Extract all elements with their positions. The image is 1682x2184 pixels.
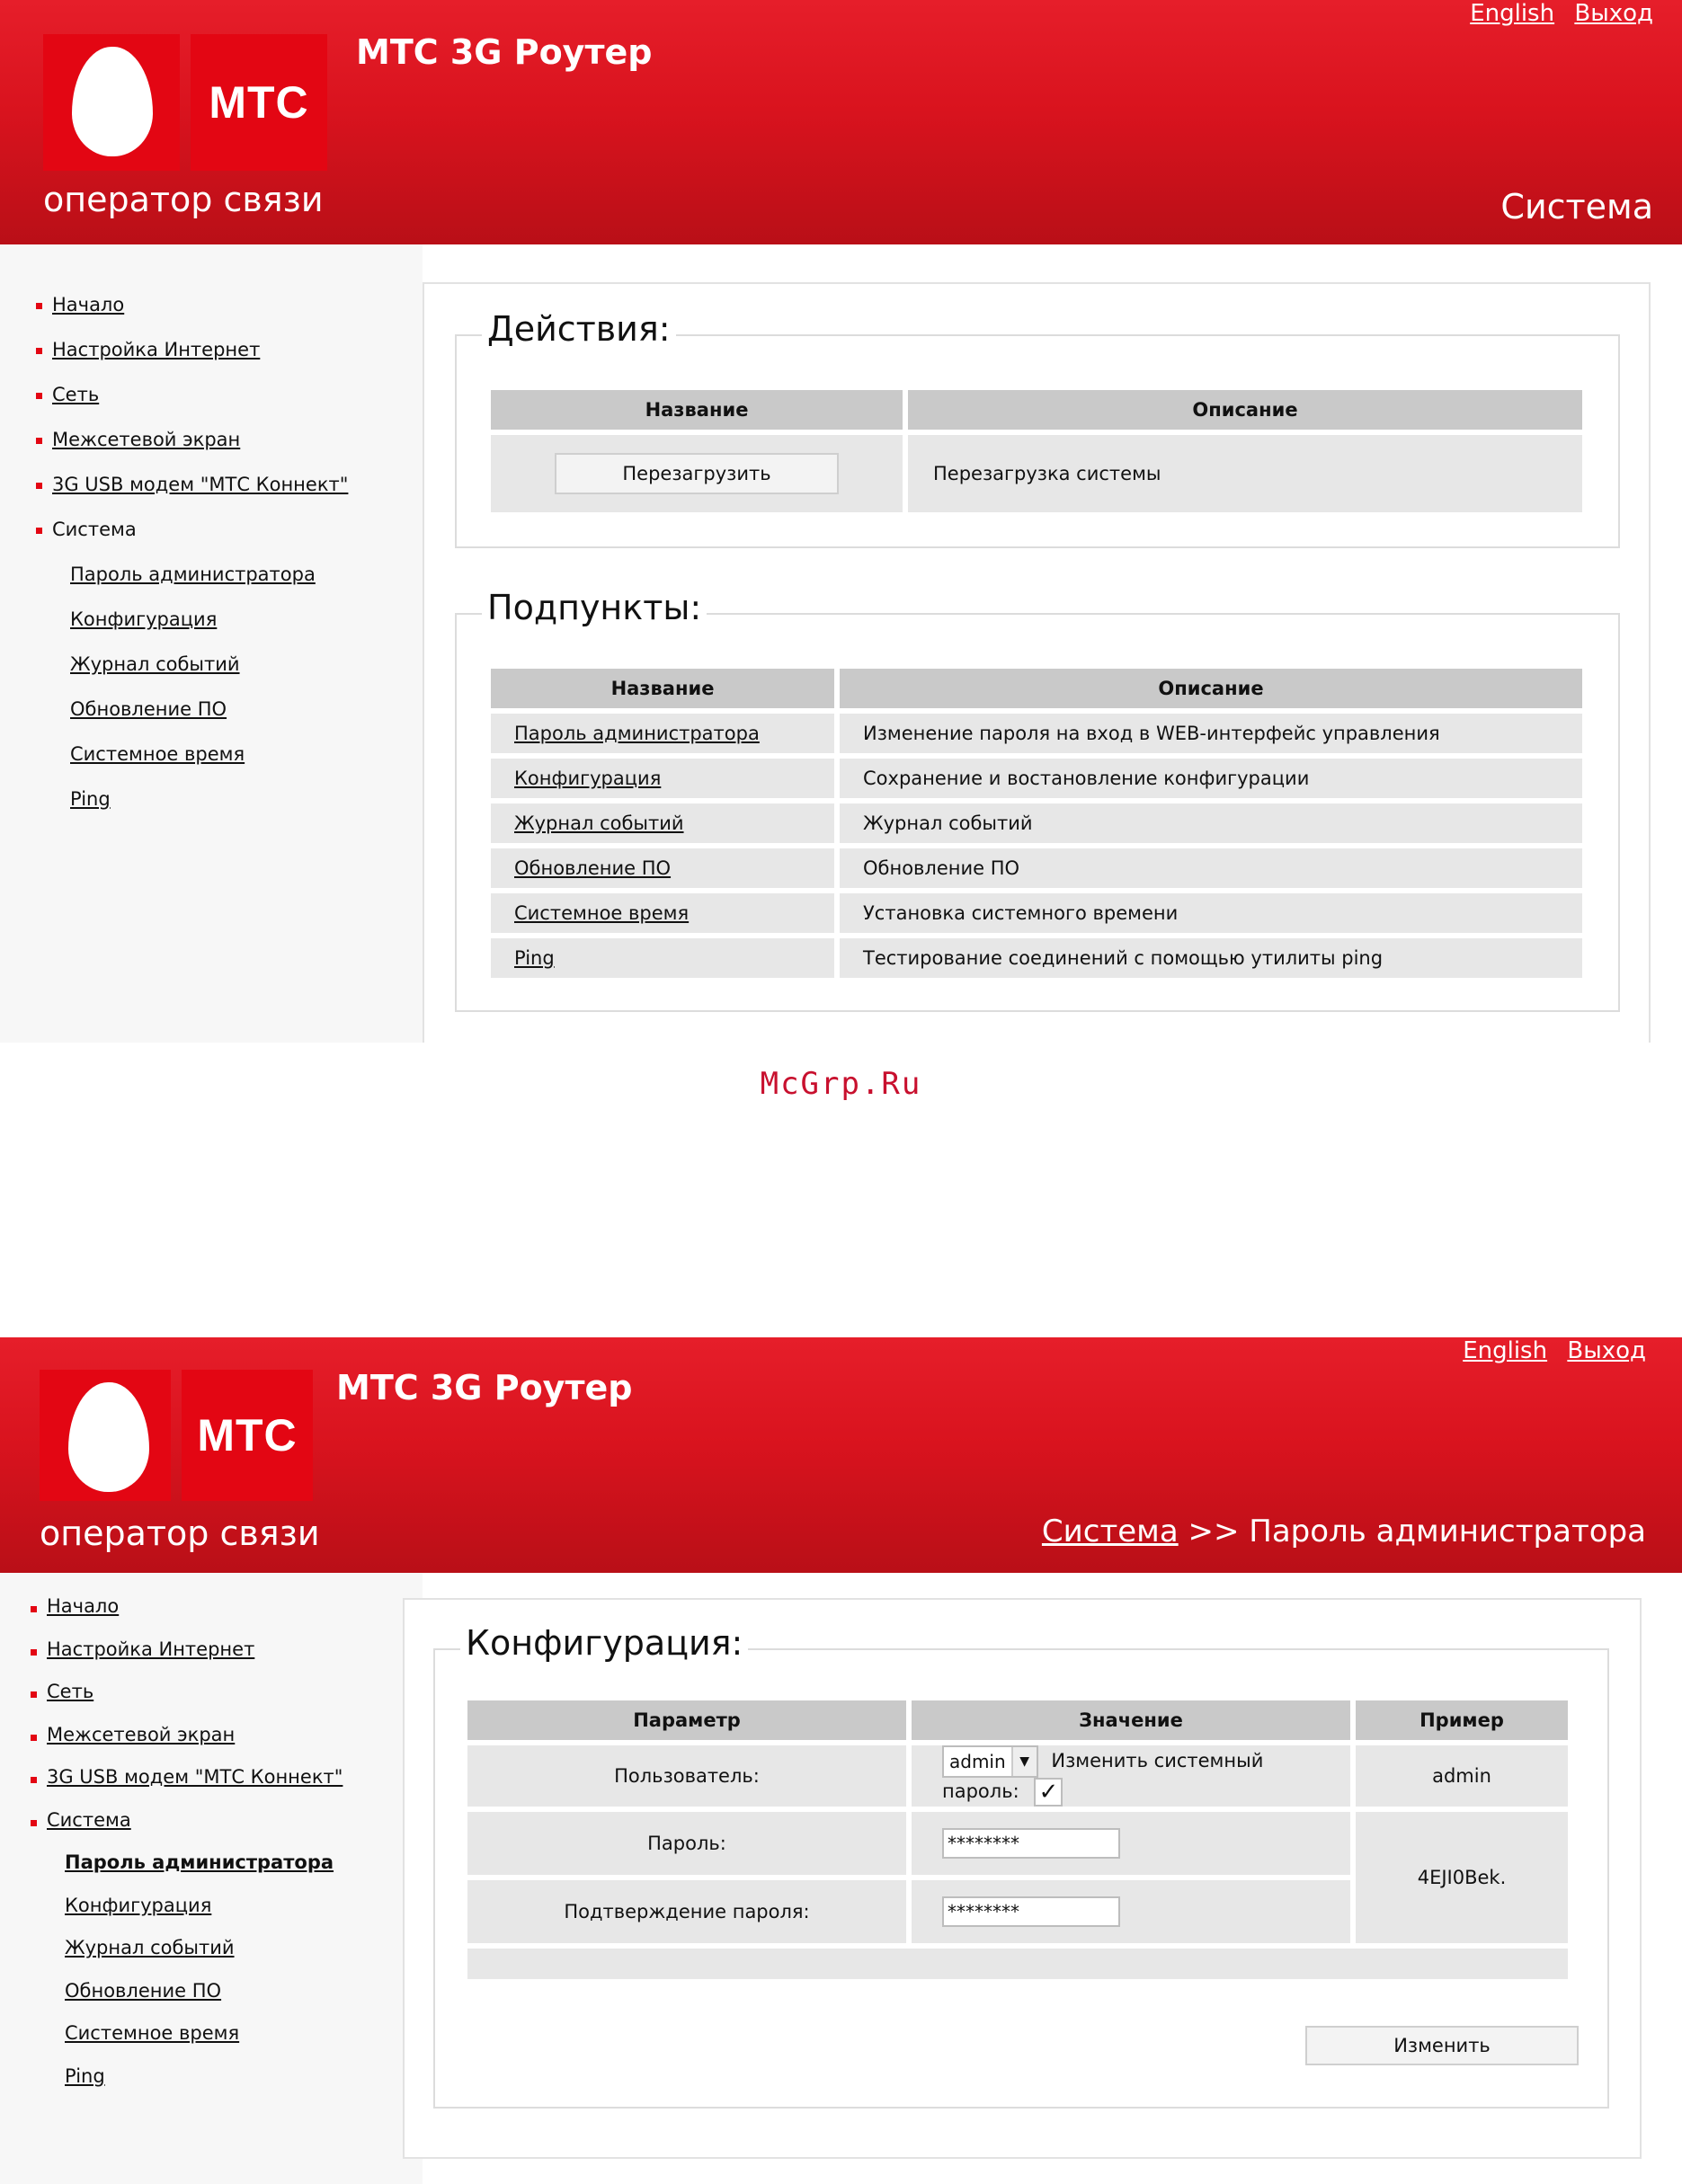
sidebar-subitem-system-time[interactable]: Системное время [65, 2022, 240, 2044]
sidebar-item-internet[interactable]: Настройка Интернет [27, 1629, 343, 1672]
password-table [462, 1695, 1573, 1984]
sidebar-item-home[interactable]: Начало [32, 282, 348, 327]
screenshot-admin-password [0, 1337, 1682, 2184]
english-link[interactable]: English [1463, 1337, 1548, 1364]
actions-table [485, 385, 1588, 518]
confirm-password-label: Подтверждение пароля: [467, 1880, 906, 1943]
change-system-password-label: Изменить системный пароль: [942, 1750, 1264, 1802]
header [0, 1337, 1682, 1573]
subpoint-link-ping[interactable]: Ping [514, 947, 555, 969]
sidebar [0, 244, 423, 1043]
subpoint-link-admin-password[interactable]: Пароль администратора [514, 723, 760, 744]
subpoint-desc: Обновление ПО [840, 848, 1582, 888]
breadcrumb-separator: >> [1188, 1514, 1240, 1549]
table-row [491, 435, 1582, 512]
table-row [491, 848, 1582, 888]
table-header-row [491, 390, 1582, 430]
col-param-header: Параметр [467, 1700, 906, 1740]
mts-logo [43, 34, 331, 171]
table-row [491, 759, 1582, 798]
subpoint-desc: Установка системного времени [840, 893, 1582, 933]
header [0, 0, 1682, 244]
table-row [467, 1745, 1568, 1807]
subpoints-fieldset [455, 588, 1620, 1012]
tagline: оператор связи [40, 1514, 320, 1553]
breadcrumb [1042, 1514, 1646, 1549]
col-name-header: Название [491, 390, 903, 430]
subpoint-link-event-log[interactable]: Журнал событий [514, 812, 684, 834]
sidebar-item-network[interactable]: Сеть [32, 372, 348, 417]
subpoint-desc: Сохранение и востановление конфигурации [840, 759, 1582, 798]
sidebar-nav [32, 282, 348, 821]
sidebar-subitem-event-log[interactable]: Журнал событий [70, 653, 240, 675]
watermark: McGrp.Ru [760, 1066, 922, 1102]
table-row [491, 803, 1582, 843]
subpoints-legend: Подпункты: [482, 588, 707, 627]
sidebar-nav [27, 1585, 343, 2098]
screenshot-system [0, 0, 1682, 1043]
logo-word: МТС [182, 1370, 313, 1501]
sidebar-item-system[interactable]: Система [27, 1799, 343, 1842]
subpoints-table [485, 663, 1588, 983]
subpoint-desc: Журнал событий [840, 803, 1582, 843]
password-example: 4EJI0Bek. [1356, 1812, 1568, 1943]
sidebar-subitem-configuration[interactable]: Конфигурация [65, 1894, 212, 1916]
actions-fieldset [455, 309, 1620, 548]
top-links [1457, 0, 1653, 27]
logout-link[interactable]: Выход [1574, 0, 1653, 27]
password-input[interactable]: ******** [942, 1828, 1120, 1859]
top-links [1450, 1337, 1646, 1364]
sidebar-item-system[interactable]: Система [32, 507, 348, 552]
col-name-header: Название [491, 669, 834, 708]
sidebar-subitem-event-log[interactable]: Журнал событий [65, 1937, 235, 1958]
password-label: Пароль: [467, 1812, 906, 1875]
english-link[interactable]: English [1470, 0, 1555, 27]
change-button[interactable]: Изменить [1305, 2026, 1579, 2065]
sidebar-subitem-ping[interactable]: Ping [65, 2064, 105, 2087]
egg-icon [68, 1382, 149, 1492]
reboot-button[interactable]: Перезагрузить [555, 453, 839, 494]
subpoint-link-system-time[interactable]: Системное время [514, 902, 690, 924]
subpoint-link-firmware[interactable]: Обновление ПО [514, 857, 672, 879]
sidebar-item-network[interactable]: Сеть [27, 1671, 343, 1714]
app-title: МТС 3G Роутер [356, 32, 653, 72]
sidebar-subitem-admin-password[interactable]: Пароль администратора [65, 1851, 334, 1873]
breadcrumb-system-link[interactable]: Система [1041, 1514, 1179, 1549]
subpoint-desc: Изменение пароля на вход в WEB-интерфейс управления [840, 714, 1582, 753]
col-example-header: Пример [1356, 1700, 1568, 1740]
table-header-row [491, 669, 1582, 708]
col-value-header: Значение [912, 1700, 1350, 1740]
sidebar-item-firewall[interactable]: Межсетевой экран [27, 1714, 343, 1757]
chevron-down-icon: ▼ [1011, 1747, 1037, 1776]
table-row [491, 938, 1582, 978]
logo-word: МТС [191, 34, 327, 171]
change-system-password-checkbox[interactable] [1034, 1778, 1063, 1807]
actions-legend: Действия: [482, 309, 676, 349]
col-desc-header: Описание [908, 390, 1582, 430]
page-title: Система [1500, 187, 1653, 226]
sidebar-subitem-firmware[interactable]: Обновление ПО [65, 1979, 222, 2002]
egg-icon [72, 47, 153, 156]
configuration-legend: Конфигурация: [460, 1623, 748, 1663]
table-row [491, 893, 1582, 933]
subpoint-link-configuration[interactable]: Конфигурация [514, 768, 662, 789]
sidebar [0, 1573, 423, 2184]
sidebar-item-modem[interactable]: 3G USB модем "МТС Коннект" [32, 462, 348, 507]
checkmark-icon: ✓ [1038, 1779, 1059, 1806]
sidebar-item-home[interactable]: Начало [27, 1585, 343, 1629]
content-panel [423, 282, 1651, 1043]
breadcrumb-current: Пароль администратора [1249, 1514, 1646, 1549]
mts-logo [40, 1370, 327, 1506]
col-desc-header: Описание [840, 669, 1582, 708]
user-select[interactable]: admin ▼ [942, 1745, 1038, 1778]
sidebar-subitem-ping[interactable]: Ping [70, 788, 111, 810]
table-spacer-row [467, 1949, 1568, 1979]
configuration-fieldset [433, 1623, 1609, 2109]
sidebar-subitem-admin-password[interactable]: Пароль администратора [70, 564, 316, 585]
user-example: admin [1356, 1745, 1568, 1807]
sidebar-subitem-system-time[interactable]: Системное время [70, 743, 245, 765]
sidebar-item-modem[interactable]: 3G USB модем "МТС Коннект" [27, 1756, 343, 1799]
confirm-password-input[interactable]: ******** [942, 1896, 1120, 1927]
sidebar-subitem-firmware[interactable]: Обновление ПО [70, 698, 227, 720]
subpoint-desc: Тестирование соединений с помощью утилиты ping [840, 938, 1582, 978]
app-title: МТС 3G Роутер [336, 1368, 633, 1407]
sidebar-item-internet[interactable]: Настройка Интернет [32, 327, 348, 372]
sidebar-subitem-configuration[interactable]: Конфигурация [70, 608, 218, 630]
content-panel [403, 1598, 1642, 2159]
tagline: оператор связи [43, 180, 324, 219]
logout-link[interactable]: Выход [1567, 1337, 1646, 1364]
reboot-desc: Перезагрузка системы [908, 435, 1582, 512]
user-label: Пользователь: [467, 1745, 906, 1807]
table-row [467, 1812, 1568, 1875]
table-row [491, 714, 1582, 753]
sidebar-item-firewall[interactable]: Межсетевой экран [32, 417, 348, 462]
table-header-row [467, 1700, 1568, 1740]
